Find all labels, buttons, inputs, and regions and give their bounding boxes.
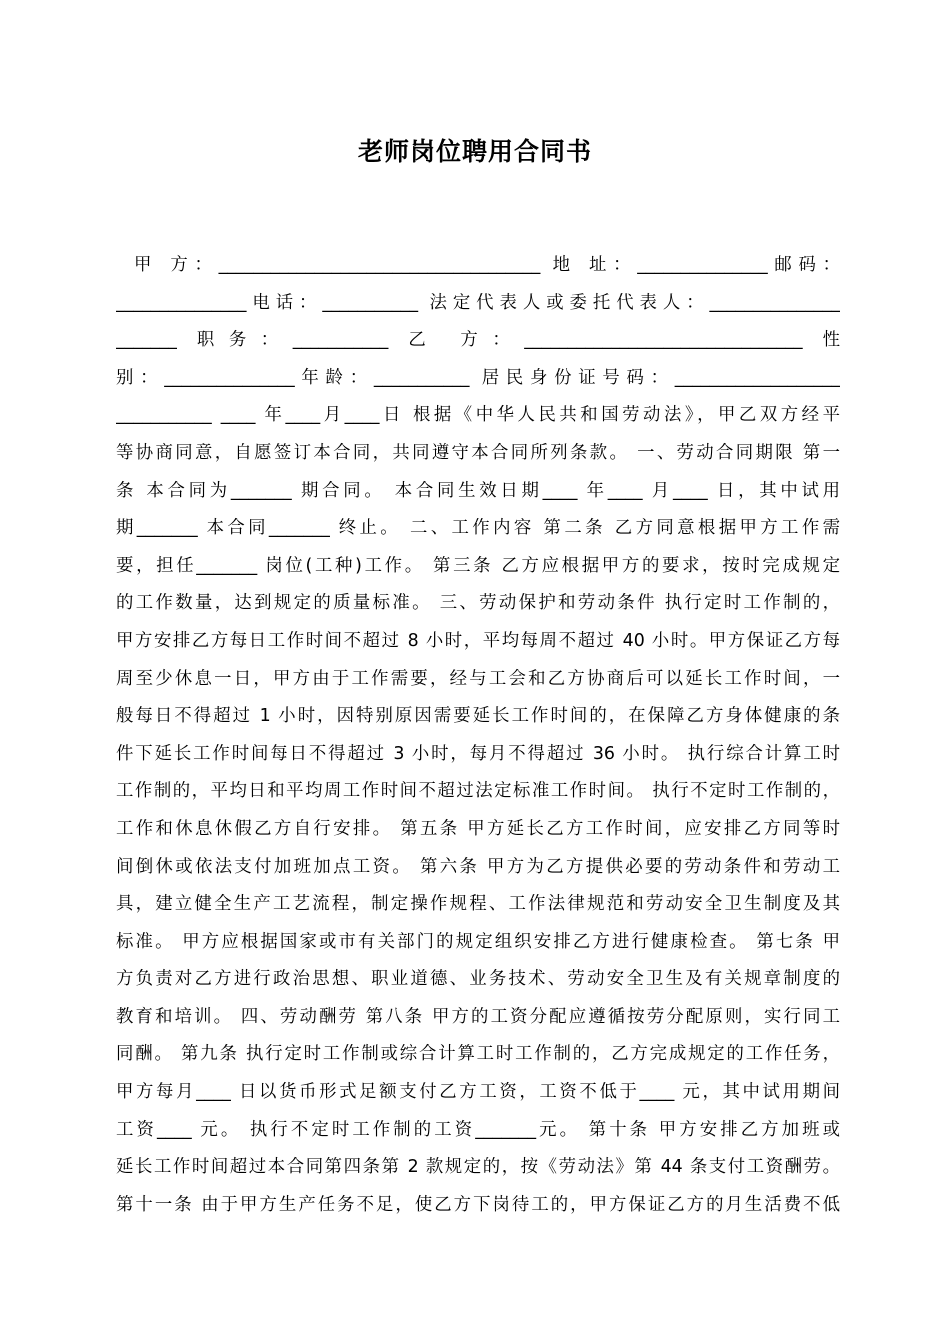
body-line: 具，建立健全生产工艺流程，制定操作规程、工作法律规范和劳动安全卫生制度及其 xyxy=(116,894,840,915)
body-line: 别：_______________年龄：___________ 居民身份证号码：___________________ xyxy=(116,367,840,388)
document-title: 老师岗位聘用合同书 xyxy=(357,137,592,166)
body-line: 的工作数量，达到规定的质量标准。 三、劳动保护和劳动条件 执行定时工作制的， xyxy=(116,593,840,614)
body-line: 工作制的，平均日和平均周工作时间不超过法定标准工作时间。 执行不定时工作制的， xyxy=(116,781,840,802)
body-line: 期_______ 本合同_______ 终止。 二、工作内容 第二条 乙方同意根据甲方工作需 xyxy=(116,518,840,539)
body-line: 般每日不得超过 1 小时，因特别原因需要延长工作时间的，在保障乙方身体健康的条 xyxy=(116,706,840,727)
body-line: 等协商同意，自愿签订本合同，共同遵守本合同所列条款。 一、劳动合同期限 第一 xyxy=(116,442,840,463)
body-line: 同酬。 第九条 执行定时工作制或综合计算工时工作制的，乙方完成规定的工作任务， xyxy=(116,1044,840,1065)
body-line: 标准。 甲方应根据国家或市有关部门的规定组织安排乙方进行健康检查。 第七条 甲 xyxy=(116,931,840,952)
body-line: 第十一条 由于甲方生产任务不足，使乙方下岗待工的，甲方保证乙方的月生活费不低 xyxy=(116,1194,840,1215)
body-line: ___________ ____ 年____月____日 根据《中华人民共和国劳动法》，甲乙双方经平 xyxy=(116,405,840,426)
body-line: 工资____ 元。 执行不定时工作制的工资_______元。 第十条 甲方安排乙方加班或 xyxy=(116,1119,840,1140)
body-line: 周至少休息一日，甲方由于工作需要，经与工会和乙方协商后可以延长工作时间，一 xyxy=(116,668,840,689)
body-line: 方负责对乙方进行政治思想、职业道德、业务技术、劳动安全卫生及有关规章制度的 xyxy=(116,969,840,990)
document-body xyxy=(116,247,840,1224)
body-line: 延长工作时间超过本合同第四条第 2 款规定的，按《劳动法》第 44 条支付工资酬劳。 xyxy=(116,1157,840,1178)
body-line: 甲方安排乙方每日工作时间不超过 8 小时，平均每周不超过 40 小时。甲方保证乙方每 xyxy=(116,630,840,651)
body-line: 教育和培训。 四、劳动酬劳 第八条 甲方的工资分配应遵循按劳分配原则，实行同工 xyxy=(116,1006,840,1027)
body-line: 甲方每月____ 日以货币形式足额支付乙方工资，工资不低于____ 元，其中试用期间 xyxy=(116,1082,840,1103)
body-line: _______ 职务：___________ 乙 方：________________________________ 性 xyxy=(116,330,840,351)
body-line: _______________电话：___________ 法定代表人或委托代表人：_______________ xyxy=(116,292,840,313)
body-line: 件下延长工作时间每日不得超过 3 小时，每月不得超过 36 小时。 执行综合计算工时 xyxy=(116,743,840,764)
body-line: 条 本合同为_______ 期合同。 本合同生效日期____ 年____ 月____ 日，其中试用 xyxy=(116,480,840,501)
body-line: 甲 方：_____________________________________ 地 址：_______________邮码： xyxy=(134,255,840,275)
body-line: 要，担任_______ 岗位(工种)工作。 第三条 乙方应根据甲方的要求，按时完成规定 xyxy=(116,555,840,576)
body-line: 间倒休或依法支付加班加点工资。 第六条 甲方为乙方提供必要的劳动条件和劳动工 xyxy=(116,856,840,877)
body-line: 工作和休息休假乙方自行安排。 第五条 甲方延长乙方工作时间，应安排乙方同等时 xyxy=(116,818,840,839)
